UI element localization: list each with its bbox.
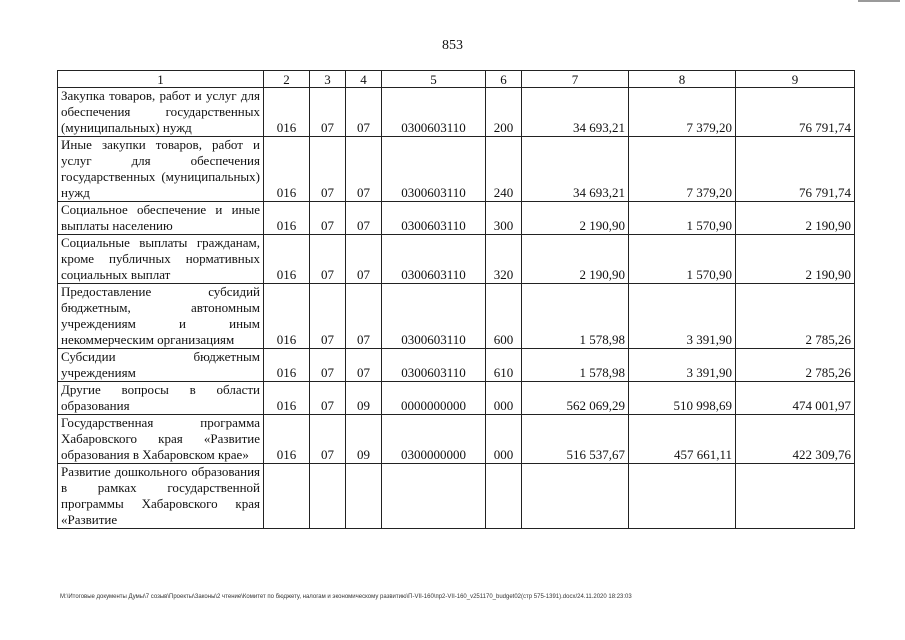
row-name: Социальное обеспечение и иные выплаты населению bbox=[58, 202, 264, 235]
header-cell: 3 bbox=[310, 71, 346, 88]
cell-type: 610 bbox=[486, 349, 522, 382]
cell-amount-2: 7 379,20 bbox=[629, 137, 736, 202]
table-row bbox=[58, 202, 855, 235]
row-name: Предоставление субсидий бюджетным, автономным учреждениям и иным некоммерческим организациям bbox=[58, 284, 264, 349]
budget-table bbox=[57, 70, 855, 529]
table-row bbox=[58, 235, 855, 284]
cell-section: 07 bbox=[310, 284, 346, 349]
cell-section: 07 bbox=[310, 202, 346, 235]
table-row bbox=[58, 284, 855, 349]
cell-amount-2: 7 379,20 bbox=[629, 88, 736, 137]
cell-amount-1: 1 578,98 bbox=[522, 349, 629, 382]
cell-amount-3: 422 309,76 bbox=[736, 415, 855, 464]
cell-type: 000 bbox=[486, 382, 522, 415]
cell-amount-1: 516 537,67 bbox=[522, 415, 629, 464]
cell-subsection: 07 bbox=[346, 202, 382, 235]
cell-amount-2 bbox=[629, 464, 736, 529]
cell-amount-1: 34 693,21 bbox=[522, 88, 629, 137]
cell-target: 0300603110 bbox=[382, 235, 486, 284]
cell-amount-2: 3 391,90 bbox=[629, 284, 736, 349]
cell-amount-3: 76 791,74 bbox=[736, 88, 855, 137]
table-row bbox=[58, 415, 855, 464]
row-name: Закупка товаров, работ и услуг для обеспечения государственных (муниципальных) нужд bbox=[58, 88, 264, 137]
cell-subsection: 07 bbox=[346, 235, 382, 284]
cell-section: 07 bbox=[310, 88, 346, 137]
cell-target: 0300603110 bbox=[382, 137, 486, 202]
cell-amount-1: 34 693,21 bbox=[522, 137, 629, 202]
cell-type bbox=[486, 464, 522, 529]
row-name: Другие вопросы в области образования bbox=[58, 382, 264, 415]
cell-type: 200 bbox=[486, 88, 522, 137]
cell-target: 0300603110 bbox=[382, 88, 486, 137]
cell-ministry bbox=[264, 464, 310, 529]
cell-amount-2: 3 391,90 bbox=[629, 349, 736, 382]
cell-ministry: 016 bbox=[264, 284, 310, 349]
cell-section: 07 bbox=[310, 349, 346, 382]
row-name: Субсидии бюджетным учреждениям bbox=[58, 349, 264, 382]
cell-target: 0300000000 bbox=[382, 415, 486, 464]
row-name: Социальные выплаты гражданам, кроме публичных нормативных социальных выплат bbox=[58, 235, 264, 284]
cell-target bbox=[382, 464, 486, 529]
cell-subsection: 09 bbox=[346, 382, 382, 415]
header-cell: 6 bbox=[486, 71, 522, 88]
cell-amount-1: 2 190,90 bbox=[522, 235, 629, 284]
cell-subsection: 07 bbox=[346, 88, 382, 137]
corner-mark bbox=[858, 0, 900, 2]
cell-amount-3 bbox=[736, 464, 855, 529]
cell-amount-1 bbox=[522, 464, 629, 529]
cell-ministry: 016 bbox=[264, 235, 310, 284]
cell-amount-1: 1 578,98 bbox=[522, 284, 629, 349]
cell-ministry: 016 bbox=[264, 88, 310, 137]
header-cell: 7 bbox=[522, 71, 629, 88]
cell-amount-3: 2 785,26 bbox=[736, 284, 855, 349]
cell-type: 600 bbox=[486, 284, 522, 349]
cell-amount-1: 2 190,90 bbox=[522, 202, 629, 235]
cell-section: 07 bbox=[310, 137, 346, 202]
cell-section: 07 bbox=[310, 415, 346, 464]
row-name: Развитие дошкольного образования в рамках государственной программы Хабаровского края «Развитие bbox=[58, 464, 264, 529]
cell-target: 0300603110 bbox=[382, 202, 486, 235]
table-row bbox=[58, 382, 855, 415]
cell-amount-3: 2 785,26 bbox=[736, 349, 855, 382]
cell-amount-1: 562 069,29 bbox=[522, 382, 629, 415]
cell-amount-3: 76 791,74 bbox=[736, 137, 855, 202]
header-cell: 9 bbox=[736, 71, 855, 88]
header-cell: 5 bbox=[382, 71, 486, 88]
header-cell: 2 bbox=[264, 71, 310, 88]
cell-amount-2: 457 661,11 bbox=[629, 415, 736, 464]
cell-type: 300 bbox=[486, 202, 522, 235]
cell-section: 07 bbox=[310, 382, 346, 415]
cell-amount-3: 474 001,97 bbox=[736, 382, 855, 415]
cell-target: 0300603110 bbox=[382, 284, 486, 349]
header-cell: 4 bbox=[346, 71, 382, 88]
cell-ministry: 016 bbox=[264, 382, 310, 415]
header-cell: 8 bbox=[629, 71, 736, 88]
cell-amount-3: 2 190,90 bbox=[736, 235, 855, 284]
table-row bbox=[58, 349, 855, 382]
table-row bbox=[58, 88, 855, 137]
cell-subsection: 09 bbox=[346, 415, 382, 464]
cell-amount-2: 510 998,69 bbox=[629, 382, 736, 415]
cell-type: 320 bbox=[486, 235, 522, 284]
footer-file-path: M:\Итоговые документы Думы\7 созыв\Проекты\Законы\2 чтение\Комитет по бюджету, налогам и экономическому развитию\П-VII-160\пр2-VII-160_v251170_budget02(стр 575-1391).docx/24.11.2020 18:23:03 bbox=[60, 594, 632, 600]
cell-amount-2: 1 570,90 bbox=[629, 235, 736, 284]
cell-subsection: 07 bbox=[346, 349, 382, 382]
cell-target: 0300603110 bbox=[382, 349, 486, 382]
header-cell: 1 bbox=[58, 71, 264, 88]
cell-subsection bbox=[346, 464, 382, 529]
header-row bbox=[58, 71, 855, 88]
cell-ministry: 016 bbox=[264, 415, 310, 464]
cell-subsection: 07 bbox=[346, 284, 382, 349]
cell-type: 000 bbox=[486, 415, 522, 464]
cell-section: 07 bbox=[310, 235, 346, 284]
row-name: Государственная программа Хабаровского края «Развитие образования в Хабаровском крае» bbox=[58, 415, 264, 464]
page-number: 853 bbox=[442, 38, 463, 53]
cell-amount-3: 2 190,90 bbox=[736, 202, 855, 235]
row-name: Иные закупки товаров, работ и услуг для обеспечения государственных (муниципальных) нужд bbox=[58, 137, 264, 202]
cell-type: 240 bbox=[486, 137, 522, 202]
cell-section bbox=[310, 464, 346, 529]
cell-ministry: 016 bbox=[264, 349, 310, 382]
table-row bbox=[58, 464, 855, 529]
cell-ministry: 016 bbox=[264, 137, 310, 202]
table-row bbox=[58, 137, 855, 202]
cell-subsection: 07 bbox=[346, 137, 382, 202]
cell-amount-2: 1 570,90 bbox=[629, 202, 736, 235]
cell-target: 0000000000 bbox=[382, 382, 486, 415]
cell-ministry: 016 bbox=[264, 202, 310, 235]
